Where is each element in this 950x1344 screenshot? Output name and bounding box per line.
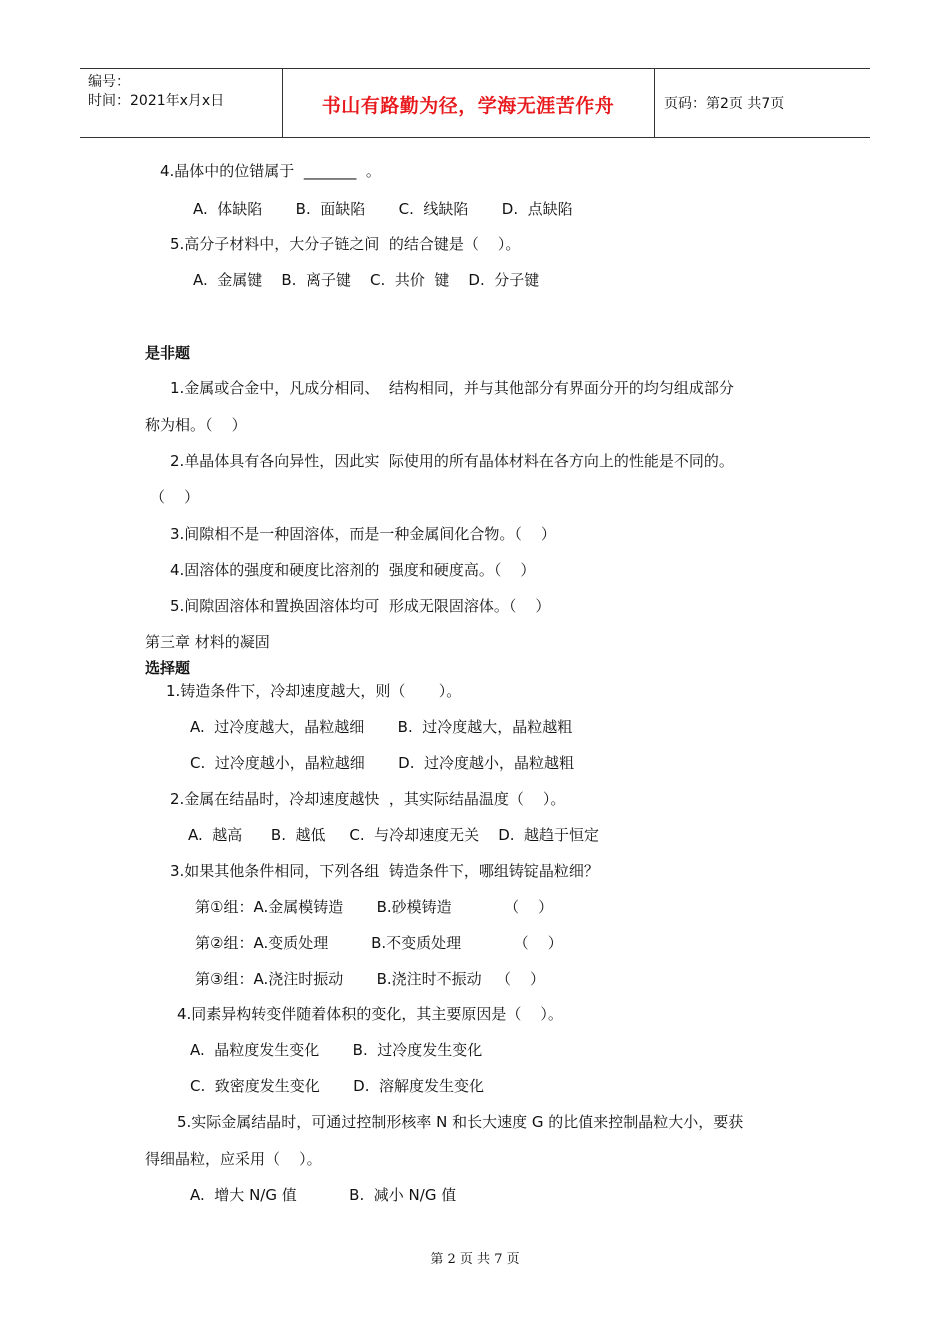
question-line: 1.铸造条件下，冷却速度越大，则（ ）。 [166,682,462,700]
question-line: （ ） [150,488,200,506]
options-line: A. 体缺陷 B. 面缺陷 C. 线缺陷 D. 点缺陷 [193,200,573,218]
options-line: A. 越高 B. 越低 C. 与冷却速度无关 D. 越趋于恒定 [188,826,600,844]
options-line: A. 金属键 B. 离子键 C. 共价 键 D. 分子键 [193,271,540,289]
question-line: 2.单晶体具有各向异性，因此实 际使用的所有晶体材料在各方向上的性能是不同的。 [170,452,734,470]
header-left [88,73,224,111]
question-line: 4.同素异构转变伴随着体积的变化，其主要原因是（ ）。 [177,1005,563,1023]
question-line: 5.间隙固溶体和置换固溶体均可 形成无限固溶体。（ ） [170,597,551,615]
question-line: 称为相。（ ） [145,416,247,434]
question-line: 5.实际金属结晶时，可通过控制形核率 N 和长大速度 G 的比值来控制晶粒大小，要获 [177,1113,744,1131]
options-line: 第①组：A.金属模铸造 B.砂模铸造 （ ） [195,898,554,916]
options-line: 第③组：A.浇注时振动 B.浇注时不振动 （ ） [195,970,546,988]
section-heading: 是非题 [145,344,191,362]
question-line: 4.晶体中的位错属于 _______ 。 [160,162,381,180]
number-label: 编号： [88,74,130,90]
question-line: 2.金属在结晶时，冷却速度越快 ，其实际结晶温度（ ）。 [170,790,566,808]
page-footer: 第 2 页 共 7 页 [430,1252,520,1267]
question-line: 3.如果其他条件相同，下列各组 铸造条件下，哪组铸锭晶粒细？ [170,862,599,880]
section-heading: 选择题 [145,659,191,677]
question-line: 4.固溶体的强度和硬度比溶剂的 强度和硬度高。（ ） [170,561,536,579]
question-line: 3.间隙相不是一种固溶体，而是一种金属间化合物。（ ） [170,525,556,543]
page-header [80,68,870,138]
question-line: 5.高分子材料中，大分子链之间 的结合键是（ ）。 [170,235,521,253]
question-line: 1.金属或合金中，凡成分相同、 结构相同，并与其他部分有界面分开的均匀组成部分 [170,379,734,397]
header-divider [654,69,655,137]
options-line: A. 增大 N/G 值 B. 减小 N/G 值 [190,1186,457,1204]
options-line: 第②组：A.变质处理 B.不变质处理 （ ） [195,934,563,952]
time-label: 时间：2021年x月x日 [88,93,225,109]
options-line: C. 过冷度越小，晶粒越细 D. 过冷度越小，晶粒越粗 [190,754,575,772]
question-line: 得细晶粒，应采用（ ）。 [145,1150,322,1168]
chapter-title: 第三章 材料的凝固 [145,633,270,651]
header-page-info: 页码：第2页 共7页 [664,96,785,112]
options-line: A. 晶粒度发生变化 B. 过冷度发生变化 [190,1041,483,1059]
options-line: A. 过冷度越大，晶粒越细 B. 过冷度越大，晶粒越粗 [190,718,573,736]
header-motto: 书山有路勤为径，学海无涯苦作舟 [321,95,615,117]
options-line: C. 致密度发生变化 D. 溶解度发生变化 [190,1077,485,1095]
